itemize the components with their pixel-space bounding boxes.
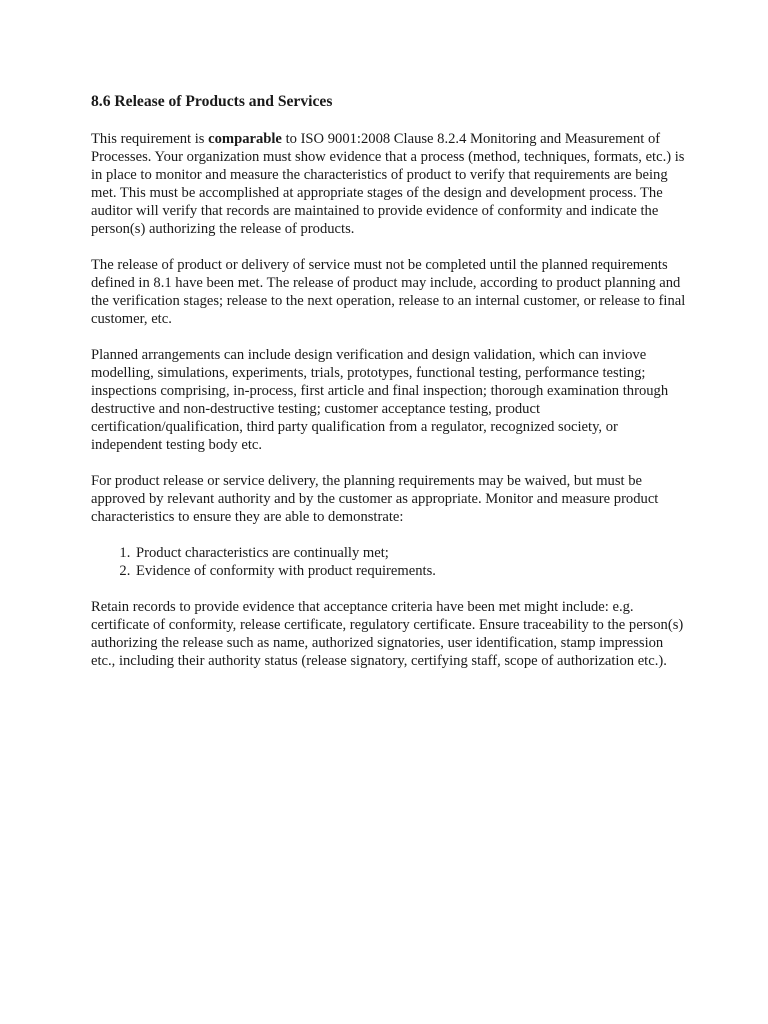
paragraph-1-lead: This requirement is	[91, 131, 209, 147]
numbered-list	[91, 544, 691, 580]
list-item: 1. Product characteristics are continually met;	[134, 544, 691, 562]
paragraph-release-of-product: The release of product or delivery of service must not be completed until the planned requirements defined in 8.1 have been met. The release of product may include, according to product planning and the verification stages; release to the next operation, release to an internal customer, or release to final customer, etc.	[91, 257, 686, 327]
paragraph-retain-records: Retain records to provide evidence that acceptance criteria have been met might include: e.g. certificate of conformity, release certificate, regulatory certificate. Ensure traceability to the person(s) authorizing the release such as name, authorized signatories, user identification, stamp impression etc., including their authority status (release signatory, certifying staff, scope of authorization etc.).	[91, 599, 684, 669]
list-item: 2. Evidence of conformity with product requirements.	[134, 562, 691, 580]
document-body	[91, 92, 691, 688]
paragraph-planned-arrangements: Planned arrangements can include design verification and design validation, which can inviove modelling, simulations, experiments, trials, prototypes, functional testing, performance testing; inspections comprising, in-process, first article and final inspection; thorough examination through destructive and non-destructive testing; customer acceptance testing, product certification/qualification, third party qualification from a regulator, recognized society, or independent testing body etc.	[91, 347, 669, 453]
paragraph-product-release: For product release or service delivery, the planning requirements may be waived, but must be approved by relevant authority and by the customer as appropriate. Monitor and measure product characteristics to ensure they are able to demonstrate:	[91, 473, 659, 525]
paragraph-comparable	[91, 130, 691, 238]
emphasis-comparable: comparable	[208, 131, 282, 147]
section-heading: 8.6 Release of Products and Services	[91, 93, 333, 110]
paragraph-1-body: to ISO 9001:2008 Clause 8.2.4 Monitoring and Measurement of Processes. Your organization must show evidence that a process (method, techniques, formats, etc.) is in place to monitor and measure the characteristics of product to verify that requirements are being met. This must be accomplished at appropriate stages of the design and development process. The auditor will verify that records are maintained to provide evidence of conformity and indicate the person(s) authorizing the release of products.	[91, 131, 685, 237]
